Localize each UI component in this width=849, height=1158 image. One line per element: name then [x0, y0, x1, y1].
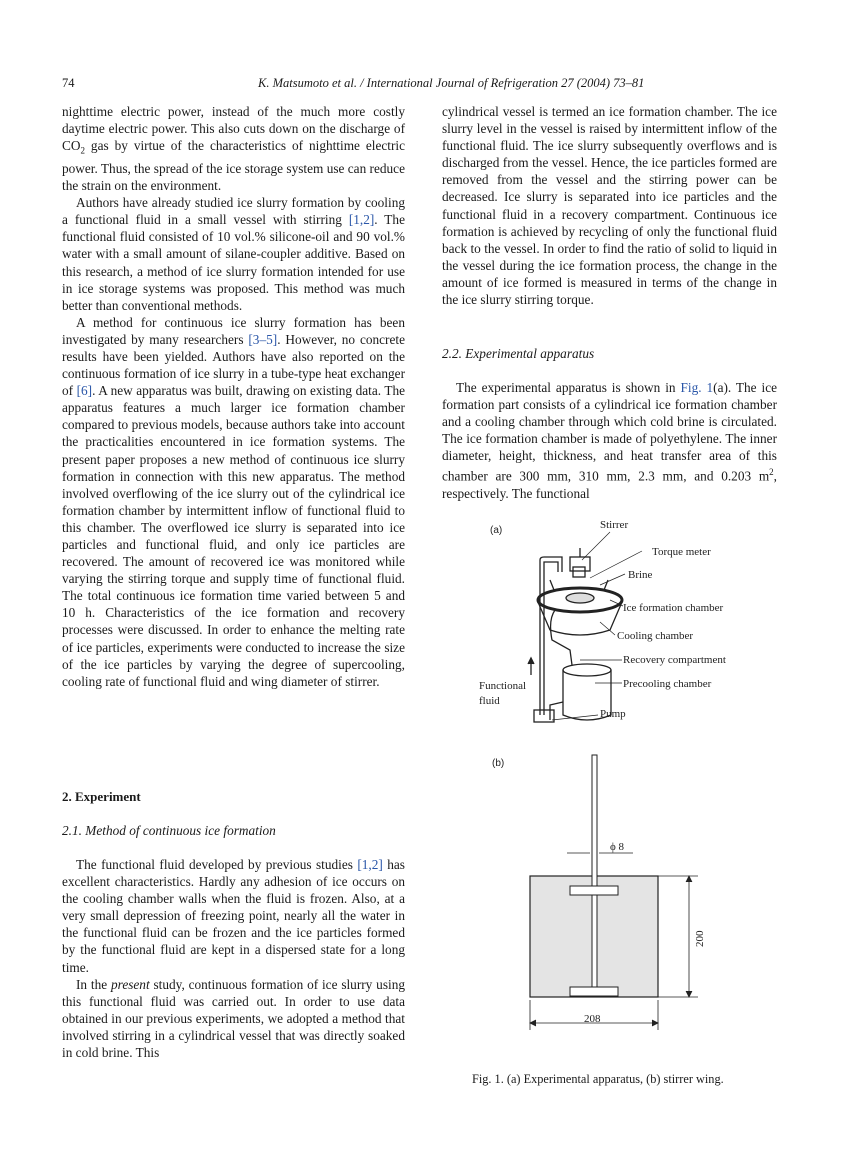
- left-method: [62, 856, 405, 1061]
- panel-b: [492, 755, 698, 1030]
- label-cooling-chamber: Cooling chamber: [617, 630, 694, 642]
- paragraph: [442, 103, 777, 308]
- text-run: cylindrical vessel is termed an ice formation chamber. The ice slurry level in the vessel is raised by intermittent inflow of the functional fluid. The ice slurry subsequently overflows and is discharged from the vessel. Hence, the ice particles formed are removed from the vessel and the stirring power can be decreased. Ice slurry is separated into ice particles and the functional fluid in a recovery compartment. Continuous ice formation is achieved by recycling of only the functional fluid back to the vessel. In order to find the ratio of solid to liquid in the vessel during the ice formation process, the change in the amount of ice formed is measured in terms of the change in the ice slurry stirring torque.: [442, 104, 777, 308]
- paragraph: [62, 976, 405, 1061]
- subsection-heading-2-2: 2.2. Experimental apparatus: [442, 346, 595, 361]
- left-intro: [62, 103, 405, 690]
- paragraph: [62, 314, 405, 690]
- label-pump: Pump: [600, 708, 626, 720]
- label-stirrer: Stirrer: [600, 519, 629, 531]
- panel-a: [490, 525, 642, 722]
- figure-1: [470, 510, 780, 1070]
- citation-link[interactable]: Fig. 1: [680, 380, 714, 395]
- text-run: A method for continuous ice slurry formation has been investigated by many researchers: [62, 314, 405, 347]
- subsection-heading-2-1: 2.1. Method of continuous ice formation: [62, 823, 276, 838]
- text-run: study, continuous formation of ice slurry using this functional fluid was carried out. In order to use data obtained in our previous experiments, we adopted a method that involved stirring in a cylindrical vessel that was directly soaked in cold brine. This: [62, 976, 405, 1061]
- text-run: Authors have already studied ice slurry formation by cooling a functional fluid in a small vessel with stirring: [62, 195, 405, 228]
- label-functional: Functional: [479, 680, 527, 692]
- panel-a-label: (a): [490, 525, 503, 536]
- paragraph: [62, 103, 405, 194]
- section-heading: 2. Experiment: [62, 789, 141, 804]
- subscript: 2: [80, 145, 85, 156]
- figure-caption: Fig. 1. (a) Experimental apparatus, (b) stirrer wing.: [472, 1072, 724, 1086]
- text-run: (a). The ice formation part consists of a cylindrical ice formation chamber and a cooling chamber through which cold brine is circulated. The ice formation chamber is made of polyethylene. The inner diameter, height, thickness, and heat transfer area of this chamber are 300 mm, 310 mm, 2.3 mm, and 0.203 m: [442, 380, 777, 484]
- text-run: The functional fluid developed by previous studies: [76, 857, 358, 872]
- label-torque-meter: Torque meter: [652, 546, 711, 558]
- paragraph: [62, 856, 405, 976]
- superscript: 2: [769, 467, 774, 478]
- right-apparatus: [442, 379, 777, 502]
- label-brine: Brine: [628, 569, 653, 581]
- text-run: . The functional fluid consisted of 10 vol.% silicone-oil and 90 vol.% water with a small amount of silane-coupler additive. Based on this research, a method of ice slurry formation intended for use in ice storage systems was proposed. This method was much better than conventional methods.: [62, 212, 405, 313]
- label-fluid: fluid: [479, 695, 500, 707]
- paragraph: [62, 194, 405, 314]
- citation-link[interactable]: [1,2]: [348, 212, 375, 228]
- label-precooling-chamber: Precooling chamber: [623, 678, 712, 690]
- label-recovery-compartment: Recovery compartment: [623, 654, 726, 666]
- citation-link[interactable]: [3–5]: [248, 331, 278, 347]
- citation-link[interactable]: [6]: [76, 383, 93, 399]
- panel-a-labels: [479, 519, 726, 720]
- citation-link[interactable]: [1,2]: [357, 857, 383, 872]
- label-shaft-diameter: ϕ 8: [610, 841, 625, 853]
- label-height: 200: [694, 930, 706, 947]
- running-title: K. Matsumoto et al. / International Journal of Refrigeration 27 (2004) 73–81: [258, 76, 645, 90]
- text-run: , respectively. The functional: [442, 468, 777, 501]
- text-run: . A new apparatus was built, drawing on existing data. The apparatus features a much larger ice formation chamber compared to previous models, because authors take into account the practicalities encountered in ice formation systems. The present paper proposes a new method of continuous ice slurry formation in connection with this new apparatus. The method involved overflowing of the ice slurry out of the cylindrical ice formation chamber by intermittent inflow of functional fluid to this chamber. The overflowed ice slurry is separated into ice particles and functional fluid, and only ice particles are recovered. The amount of recovered ice was monitored while varying the stirring torque and supply time of functional fluid. The total continuous ice formation time varied between 5 and 10 h. Characteristics of the ice formation and recovery processes were discussed. In order to enhance the melting rate of ice particles, experiments were conducted to increase the size of the ice particles by varying the degree of supercooling, cooling rate of functional fluid and wing diameter of stirrer.: [62, 383, 406, 689]
- text-run: In the: [76, 976, 111, 992]
- text-run: The experimental apparatus is shown in: [456, 380, 681, 395]
- right-continued: [442, 103, 777, 308]
- text-run: nighttime electric power, instead of the much more costly daytime electric power. This also cuts down on the discharge of CO: [62, 104, 405, 154]
- panel-b-label: (b): [492, 758, 505, 769]
- label-ice-formation-chamber: Ice formation chamber: [623, 602, 724, 614]
- label-width: 208: [584, 1013, 601, 1025]
- text-run: has excellent characteristics. Hardly any adhesion of ice occurs on the cooling chamber walls when the fluid is frozen. Also, at a very small depression of freezing point, nearly all the water in the functional fluid can be frozen and the ice particles formed by the functional fluid are kept in a dispersed state for a long time.: [62, 857, 405, 975]
- emphasis: present: [111, 976, 150, 992]
- page-number: 74: [62, 76, 75, 90]
- text-run: . However, no concrete results have been yielded. Authors have also reported on the continuous formation of ice slurry in a tube-type heat exchanger of: [62, 331, 405, 399]
- paragraph: [442, 379, 777, 502]
- text-run: gas by virtue of the characteristics of nighttime electric power. Thus, the spread of the ice storage system use can reduce the strain on the environment.: [62, 138, 405, 194]
